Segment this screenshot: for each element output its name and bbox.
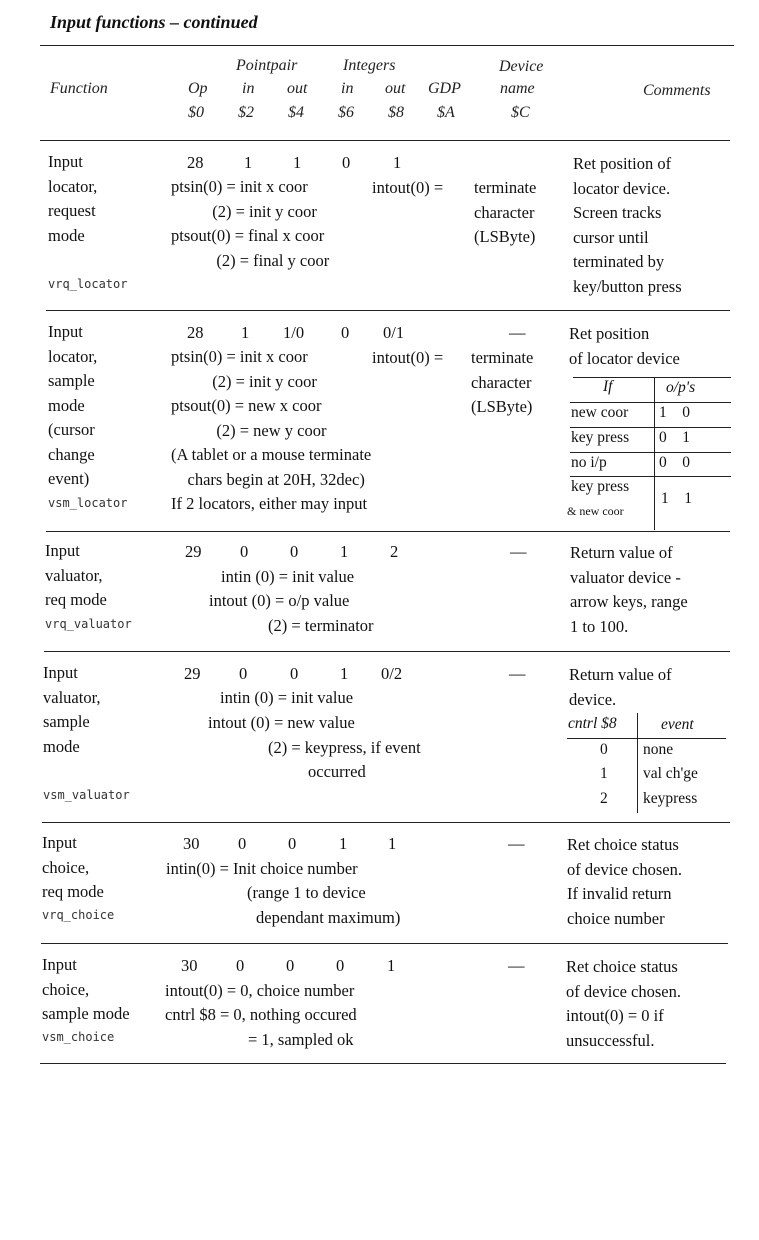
parameter-details: intin(0) = Init choice number [166, 859, 358, 878]
pointpair-in-value: 0 [236, 956, 245, 975]
header-device-name: name [500, 80, 535, 97]
subtable-cell: no i/p [571, 454, 607, 471]
parameter-details: intin (0) = init value [221, 567, 355, 586]
parameter-details: occurred [308, 762, 366, 781]
pointpair-in-value: 0 [238, 834, 247, 853]
subtable-cell: 0 0 [659, 454, 690, 471]
header-integers-in: in [341, 80, 354, 97]
comments: Ret position of locator device. Screen tracks cursor until terminated by key/button press [573, 154, 682, 296]
function-name: Input locator, request mode [48, 152, 98, 245]
opcode-value: 28 [187, 153, 204, 172]
pointpair-out-value: 0 [290, 542, 299, 561]
function-code: vsm_valuator [43, 788, 130, 802]
header-pointpair-in: in [242, 80, 255, 97]
comments: Return value of device. [569, 665, 672, 709]
subtable-cell: 0 1 [659, 429, 690, 446]
header-rule-bottom [40, 140, 730, 141]
function-code: vrq_locator [48, 277, 128, 291]
comments: Ret position of locator device [569, 324, 680, 368]
gdp-value: — [510, 542, 527, 561]
integers-in-value: 1 [340, 542, 349, 561]
page-title: Input functions – continued [50, 12, 258, 32]
pointpair-out-value: 1 [293, 153, 302, 172]
integers-in-value: 1 [339, 834, 348, 853]
integers-out-value: 0/2 [381, 664, 403, 683]
pointpair-out-value: 1/0 [283, 323, 305, 342]
parameter-details: ptsin(0) = init x coor (2) = init y coor ptsout(0) = final x coor (2) = final y coor [171, 177, 330, 270]
intout-label: intout(0) = [372, 348, 444, 367]
subtable-header: cntrl $8 [568, 715, 617, 732]
pointpair-in-value: 1 [241, 323, 250, 342]
header-offset-pointpair-out: $4 [288, 104, 304, 121]
subtable-cell: key press [571, 429, 630, 446]
function-name: Input locator, sample mode (cursor change event) [48, 322, 98, 488]
pointpair-in-value: 1 [244, 153, 253, 172]
opcode-value: 28 [187, 323, 204, 342]
row-divider [44, 651, 730, 652]
parameter-details: (range 1 to device [247, 883, 366, 902]
subtable-cell: none [643, 741, 674, 758]
function-name: Input valuator, req mode [45, 541, 107, 609]
parameter-details: cntrl $8 = 0, nothing occured [165, 1005, 357, 1024]
function-name: Input choice, req mode [42, 833, 104, 901]
integers-out-value: 2 [390, 542, 399, 561]
header-integers: Integers [343, 57, 396, 74]
comments: Ret choice status of device chosen. If invalid return choice number [567, 835, 682, 928]
row-divider [42, 822, 730, 823]
pointpair-out-value: 0 [288, 834, 297, 853]
function-name: Input choice, sample mode [42, 955, 130, 1023]
parameter-details: = 1, sampled ok [248, 1030, 354, 1049]
header-offset-integers-in: $6 [338, 104, 354, 121]
device-name: terminate character (LSByte) [471, 348, 534, 416]
integers-in-value: 1 [340, 664, 349, 683]
subtable-header: If [603, 378, 613, 395]
row-divider [40, 1063, 726, 1064]
subtable-cell: 2 [600, 790, 608, 807]
subtable-header: event [661, 716, 694, 733]
integers-out-value: 1 [387, 956, 396, 975]
gdp-value: — [508, 956, 525, 975]
subtable-header: o/p's [666, 379, 696, 396]
header-offset-gdp: $A [437, 104, 455, 121]
pointpair-in-value: 0 [240, 542, 249, 561]
gdp-value: — [509, 323, 526, 342]
header-op: Op [188, 80, 208, 97]
header-pointpair-out: out [287, 80, 308, 97]
opcode-value: 29 [185, 542, 202, 561]
parameter-details: dependant maximum) [256, 908, 401, 927]
subtable-cell: new coor [571, 404, 629, 421]
header-comments: Comments [643, 82, 711, 99]
subtable-cell: key press [571, 478, 630, 495]
parameter-details: intout(0) = 0, choice number [165, 981, 355, 1000]
pointpair-in-value: 0 [239, 664, 248, 683]
header-gdp: GDP [428, 80, 461, 97]
function-name: Input valuator, sample mode [43, 663, 101, 756]
gdp-value: — [508, 834, 525, 853]
integers-out-value: 1 [388, 834, 397, 853]
subtable-cell: 1 0 [659, 404, 690, 421]
subtable-cell: & new coor [567, 504, 624, 518]
parameter-details: (2) = keypress, if event [268, 738, 421, 757]
device-name: terminate character (LSByte) [474, 178, 537, 246]
header-device: Device [499, 58, 544, 75]
subtable-cell: val ch'ge [643, 765, 698, 782]
opcode-value: 30 [181, 956, 198, 975]
header-offset-integers-out: $8 [388, 104, 404, 121]
comments: Ret choice status of device chosen. intout(0) = 0 if unsuccessful. [566, 957, 681, 1050]
parameter-details: intout (0) = o/p value [209, 591, 350, 610]
pointpair-out-value: 0 [290, 664, 299, 683]
row-divider [46, 310, 730, 311]
parameter-details: (2) = terminator [268, 616, 374, 635]
function-code: vrq_choice [42, 908, 115, 922]
parameter-details: intin (0) = init value [220, 688, 354, 707]
subtable-cell: 1 1 [661, 490, 692, 507]
header-offset-op: $0 [188, 104, 204, 121]
header-function: Function [50, 80, 108, 97]
header-integers-out: out [385, 80, 406, 97]
integers-in-value: 0 [342, 153, 351, 172]
subtable-cell: keypress [643, 790, 698, 807]
pointpair-out-value: 0 [286, 956, 295, 975]
integers-in-value: 0 [341, 323, 350, 342]
integers-in-value: 0 [336, 956, 345, 975]
function-code: vrq_valuator [45, 617, 132, 631]
function-code: vsm_locator [48, 496, 128, 510]
header-offset-device: $C [511, 104, 530, 121]
intout-label: intout(0) = [372, 178, 444, 197]
opcode-value: 29 [184, 664, 201, 683]
function-code: vsm_choice [42, 1030, 115, 1044]
subtable-cell: 0 [600, 741, 608, 758]
header-pointpair: Pointpair [236, 57, 298, 74]
comments: Return value of valuator device - arrow keys, range 1 to 100. [570, 543, 688, 636]
parameter-details: ptsin(0) = init x coor (2) = init y coor ptsout(0) = new x coor (2) = new y coor (A tablet or a mouse terminate chars begin at 20H, 32dec) If 2 locators, either may input [171, 347, 372, 513]
integers-out-value: 0/1 [383, 323, 405, 342]
integers-out-value: 1 [393, 153, 402, 172]
row-divider [46, 531, 730, 532]
opcode-value: 30 [183, 834, 200, 853]
row-divider [41, 943, 728, 944]
header-rule-top [40, 45, 734, 46]
subtable-cell: 1 [600, 765, 608, 782]
header-offset-pointpair-in: $2 [238, 104, 254, 121]
gdp-value: — [509, 664, 526, 683]
parameter-details: intout (0) = new value [208, 713, 355, 732]
